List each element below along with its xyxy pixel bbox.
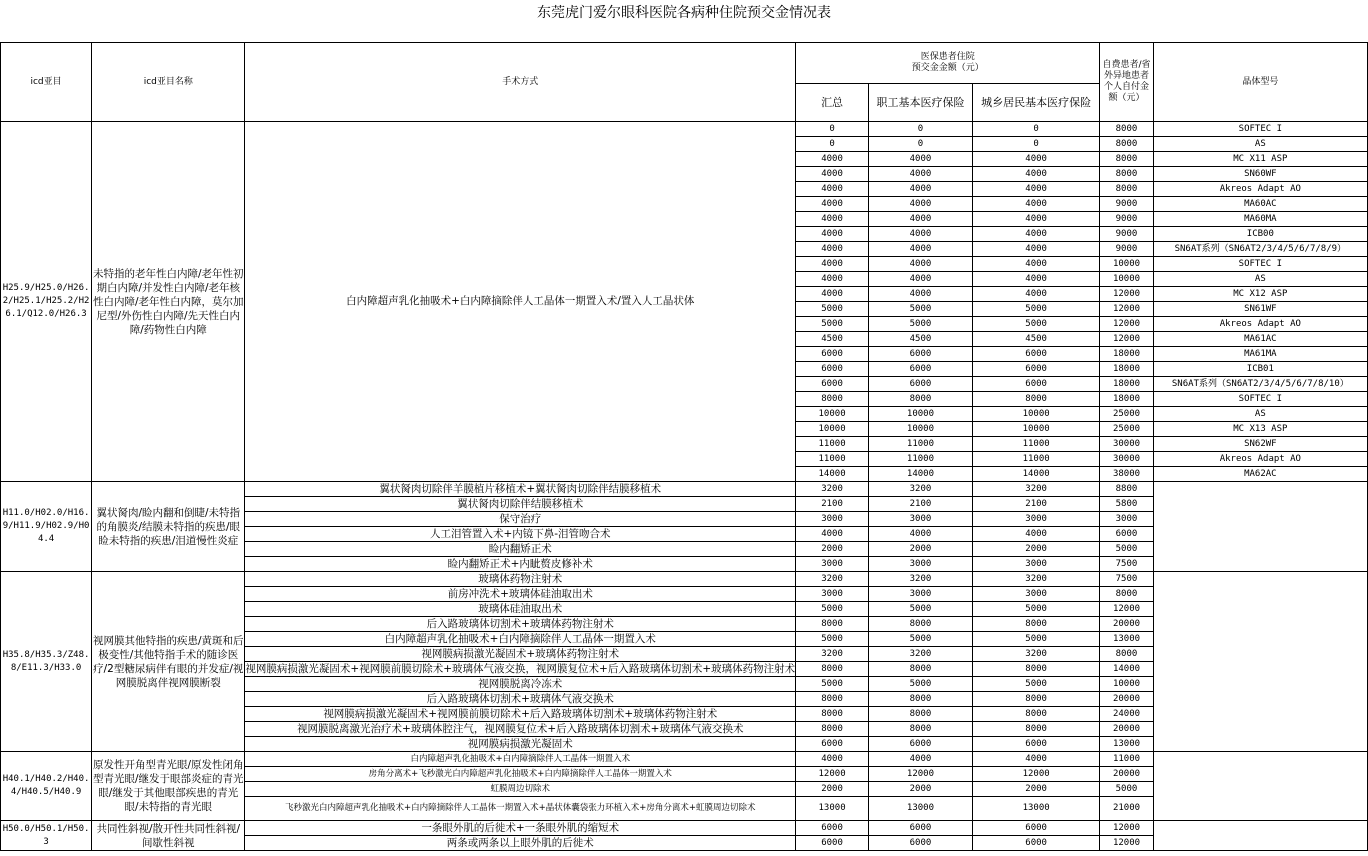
resident-insurance-cell: 3200	[972, 572, 1099, 587]
icd-code-cell: H40.1/H40.2/H40.4/H40.5/H40.9	[1, 752, 92, 821]
self-pay-cell: 12000	[1100, 287, 1153, 302]
resident-insurance-cell: 5000	[972, 677, 1099, 692]
total-amount-cell: 6000	[796, 377, 869, 392]
self-pay-cell: 8000	[1100, 152, 1153, 167]
surgery-cell: 白内障超声乳化抽吸术+白内障摘除伴人工晶体一期置入术/置入人工晶状体	[245, 122, 796, 482]
total-amount-cell: 11000	[796, 437, 869, 452]
surgery-cell: 飞秒激光白内障超声乳化抽吸术+白内障摘除伴人工晶体一期置入术+晶状体囊袋张力环植入术+房角分离术+虹膜周边切除术	[245, 797, 796, 821]
self-pay-cell: 20000	[1100, 767, 1153, 782]
resident-insurance-cell: 5000	[972, 632, 1099, 647]
employee-insurance-cell: 3200	[869, 647, 973, 662]
resident-insurance-cell: 4000	[972, 182, 1099, 197]
header-resident: 城乡居民基本医疗保险	[972, 84, 1099, 122]
total-amount-cell: 12000	[796, 767, 869, 782]
employee-insurance-cell: 10000	[869, 422, 973, 437]
total-amount-cell: 3200	[796, 647, 869, 662]
icd-code-cell: H50.0/H50.1/H50.3	[1, 821, 92, 851]
employee-insurance-cell: 12000	[869, 767, 973, 782]
surgery-cell: 白内障超声乳化抽吸术+白内障摘除伴人工晶体一期置入术	[245, 632, 796, 647]
self-pay-cell: 24000	[1100, 707, 1153, 722]
self-pay-cell: 12000	[1100, 821, 1153, 836]
employee-insurance-cell: 4000	[869, 527, 973, 542]
resident-insurance-cell: 4000	[972, 527, 1099, 542]
lens-model-cell: MA60MA	[1153, 212, 1367, 227]
total-amount-cell: 4000	[796, 287, 869, 302]
employee-insurance-cell: 13000	[869, 797, 973, 821]
total-amount-cell: 8000	[796, 662, 869, 677]
resident-insurance-cell: 3000	[972, 587, 1099, 602]
self-pay-cell: 20000	[1100, 692, 1153, 707]
total-amount-cell: 6000	[796, 347, 869, 362]
total-amount-cell: 3000	[796, 512, 869, 527]
self-pay-cell: 10000	[1100, 677, 1153, 692]
self-pay-cell: 18000	[1100, 392, 1153, 407]
self-pay-cell: 11000	[1100, 752, 1153, 767]
employee-insurance-cell: 4000	[869, 197, 973, 212]
employee-insurance-cell: 5000	[869, 632, 973, 647]
self-pay-cell: 5800	[1100, 497, 1153, 512]
total-amount-cell: 2000	[796, 542, 869, 557]
employee-insurance-cell: 3000	[869, 587, 973, 602]
surgery-cell: 白内障超声乳化抽吸术+白内障摘除伴人工晶体一期置入术	[245, 752, 796, 767]
employee-insurance-cell: 8000	[869, 692, 973, 707]
resident-insurance-cell: 4000	[972, 152, 1099, 167]
self-pay-cell: 5000	[1100, 542, 1153, 557]
total-amount-cell: 4000	[796, 272, 869, 287]
self-pay-cell: 14000	[1100, 662, 1153, 677]
employee-insurance-cell: 6000	[869, 821, 973, 836]
resident-insurance-cell: 0	[972, 122, 1099, 137]
self-pay-cell: 38000	[1100, 467, 1153, 482]
employee-insurance-cell: 2100	[869, 497, 973, 512]
lens-model-cell: MC X13 ASP	[1153, 422, 1367, 437]
resident-insurance-cell: 5000	[972, 317, 1099, 332]
total-amount-cell: 6000	[796, 737, 869, 752]
total-amount-cell: 6000	[796, 362, 869, 377]
self-pay-cell: 8000	[1100, 137, 1153, 152]
table-row	[1, 821, 1368, 836]
employee-insurance-cell: 2000	[869, 782, 973, 797]
total-amount-cell: 4500	[796, 332, 869, 347]
total-amount-cell: 11000	[796, 452, 869, 467]
surgery-cell: 视网膜病损激光凝固术	[245, 737, 796, 752]
employee-insurance-cell: 4000	[869, 752, 973, 767]
surgery-cell: 人工泪管置入术+内镜下鼻-泪管吻合术	[245, 527, 796, 542]
header-icd-name: icd亚目名称	[92, 43, 245, 122]
icd-name-cell: 原发性开角型青光眼/原发性闭角型青光眼/继发于眼部炎症的青光眼/继发于其他眼部疾患的青光眼/未特指的青光眼	[92, 752, 245, 821]
lens-model-cell: MA61AC	[1153, 332, 1367, 347]
self-pay-cell: 30000	[1100, 452, 1153, 467]
icd-code-cell: H35.8/H35.3/Z48.8/E11.3/H33.0	[1, 572, 92, 752]
self-pay-cell: 20000	[1100, 722, 1153, 737]
lens-model-cell	[1153, 482, 1367, 572]
total-amount-cell: 4000	[796, 752, 869, 767]
icd-name-cell: 翼状胬肉/睑内翻和倒睫/未特指的角膜炎/结膜未特指的疾患/眼睑未特指的疾患/泪道慢性炎症	[92, 482, 245, 572]
resident-insurance-cell: 4000	[972, 227, 1099, 242]
resident-insurance-cell: 5000	[972, 302, 1099, 317]
resident-insurance-cell: 8000	[972, 692, 1099, 707]
employee-insurance-cell: 6000	[869, 377, 973, 392]
lens-model-cell	[1153, 752, 1367, 821]
employee-insurance-cell: 11000	[869, 452, 973, 467]
total-amount-cell: 0	[796, 137, 869, 152]
lens-model-cell: SN61WF	[1153, 302, 1367, 317]
employee-insurance-cell: 8000	[869, 662, 973, 677]
resident-insurance-cell: 4000	[972, 257, 1099, 272]
prepayment-table	[0, 42, 1368, 851]
resident-insurance-cell: 3200	[972, 482, 1099, 497]
lens-model-cell: Akreos Adapt AO	[1153, 182, 1367, 197]
total-amount-cell: 13000	[796, 797, 869, 821]
surgery-cell: 视网膜脱离激光治疗术+玻璃体腔注气，视网膜复位术+后入路玻璃体切割术+玻璃体气液交换术	[245, 722, 796, 737]
employee-insurance-cell: 6000	[869, 347, 973, 362]
lens-model-cell: MA61MA	[1153, 347, 1367, 362]
lens-model-cell: Akreos Adapt AO	[1153, 317, 1367, 332]
lens-model-cell: SN6AT系列（SN6AT2/3/4/5/6/7/8/10）	[1153, 377, 1367, 392]
total-amount-cell: 8000	[796, 392, 869, 407]
surgery-cell: 前房冲洗术+玻璃体硅油取出术	[245, 587, 796, 602]
self-pay-cell: 8000	[1100, 587, 1153, 602]
self-pay-cell: 8800	[1100, 482, 1153, 497]
resident-insurance-cell: 6000	[972, 362, 1099, 377]
resident-insurance-cell: 4500	[972, 332, 1099, 347]
employee-insurance-cell: 14000	[869, 467, 973, 482]
total-amount-cell: 4000	[796, 197, 869, 212]
sheet-title: 东莞虎门爱尔眼科医院各病种住院预交金情况表	[537, 5, 831, 21]
surgery-cell: 视网膜病损激光凝固术+玻璃体药物注射术	[245, 647, 796, 662]
icd-name-cell: 视网膜其他特指的疾患/黄斑和后极变性/其他特指手术的随诊医疗/2型糖尿病伴有眼的并发症/视网膜脱离伴视网膜断裂	[92, 572, 245, 752]
icd-code-cell: H25.9/H25.0/H26.2/H25.1/H25.2/H26.1/Q12.0/H26.3	[1, 122, 92, 482]
total-amount-cell: 6000	[796, 836, 869, 851]
employee-insurance-cell: 11000	[869, 437, 973, 452]
self-pay-cell: 8000	[1100, 647, 1153, 662]
lens-model-cell: AS	[1153, 137, 1367, 152]
employee-insurance-cell: 8000	[869, 617, 973, 632]
self-pay-cell: 9000	[1100, 197, 1153, 212]
total-amount-cell: 4000	[796, 227, 869, 242]
surgery-cell: 两条或两条以上眼外肌的后徙术	[245, 836, 796, 851]
resident-insurance-cell: 10000	[972, 407, 1099, 422]
lens-model-cell: SOFTEC I	[1153, 122, 1367, 137]
surgery-cell: 翼状胬肉切除伴结膜移植术	[245, 497, 796, 512]
lens-model-cell: MC X12 ASP	[1153, 287, 1367, 302]
resident-insurance-cell: 8000	[972, 617, 1099, 632]
surgery-cell: 保守治疗	[245, 512, 796, 527]
resident-insurance-cell: 2000	[972, 542, 1099, 557]
employee-insurance-cell: 4000	[869, 227, 973, 242]
employee-insurance-cell: 5000	[869, 602, 973, 617]
employee-insurance-cell: 8000	[869, 707, 973, 722]
self-pay-cell: 10000	[1100, 257, 1153, 272]
header-total: 汇总	[796, 84, 869, 122]
header-employee: 职工基本医疗保险	[869, 84, 973, 122]
employee-insurance-cell: 4000	[869, 167, 973, 182]
self-pay-cell: 18000	[1100, 347, 1153, 362]
total-amount-cell: 3000	[796, 587, 869, 602]
total-amount-cell: 4000	[796, 257, 869, 272]
resident-insurance-cell: 2100	[972, 497, 1099, 512]
total-amount-cell: 2000	[796, 782, 869, 797]
lens-model-cell: SOFTEC I	[1153, 392, 1367, 407]
total-amount-cell: 2100	[796, 497, 869, 512]
lens-model-cell: Akreos Adapt AO	[1153, 452, 1367, 467]
self-pay-cell: 13000	[1100, 737, 1153, 752]
self-pay-cell: 8000	[1100, 167, 1153, 182]
resident-insurance-cell: 2000	[972, 782, 1099, 797]
self-pay-cell: 25000	[1100, 422, 1153, 437]
resident-insurance-cell: 6000	[972, 377, 1099, 392]
surgery-cell: 睑内翻矫正术+内眦赘皮修补术	[245, 557, 796, 572]
resident-insurance-cell: 8000	[972, 392, 1099, 407]
self-pay-cell: 3000	[1100, 512, 1153, 527]
lens-model-cell: SN6AT系列（SN6AT2/3/4/5/6/7/8/9）	[1153, 242, 1367, 257]
total-amount-cell: 5000	[796, 677, 869, 692]
total-amount-cell: 3200	[796, 482, 869, 497]
self-pay-cell: 9000	[1100, 212, 1153, 227]
lens-model-cell: ICB01	[1153, 362, 1367, 377]
self-pay-cell: 9000	[1100, 227, 1153, 242]
employee-insurance-cell: 4000	[869, 152, 973, 167]
icd-name-cell: 未特指的老年性白内障/老年性初期白内障/并发性白内障/老年核性白内障/老年性白内障，莫尔加尼型/外伤性白内障/先天性白内障/药物性白内障	[92, 122, 245, 482]
employee-insurance-cell: 5000	[869, 302, 973, 317]
surgery-cell: 翼状胬肉切除伴羊膜植片移植术+翼状胬肉切除伴结膜移植术	[245, 482, 796, 497]
employee-insurance-cell: 8000	[869, 392, 973, 407]
self-pay-cell: 8000	[1100, 182, 1153, 197]
employee-insurance-cell: 10000	[869, 407, 973, 422]
total-amount-cell: 5000	[796, 317, 869, 332]
resident-insurance-cell: 8000	[972, 707, 1099, 722]
resident-insurance-cell: 4000	[972, 752, 1099, 767]
employee-insurance-cell: 6000	[869, 362, 973, 377]
total-amount-cell: 5000	[796, 302, 869, 317]
employee-insurance-cell: 0	[869, 122, 973, 137]
lens-model-cell: AS	[1153, 272, 1367, 287]
header-icd: icd亚目	[1, 43, 92, 122]
employee-insurance-cell: 4000	[869, 257, 973, 272]
surgery-cell: 睑内翻矫正术	[245, 542, 796, 557]
table-body	[1, 122, 1368, 851]
total-amount-cell: 5000	[796, 632, 869, 647]
header-self-pay: 自费患者/省外异地患者个人自付金额（元）	[1100, 43, 1153, 122]
table-row	[1, 122, 1368, 137]
self-pay-cell: 12000	[1100, 317, 1153, 332]
surgery-cell: 后入路玻璃体切割术+玻璃体气液交换术	[245, 692, 796, 707]
total-amount-cell: 4000	[796, 167, 869, 182]
total-amount-cell: 8000	[796, 707, 869, 722]
self-pay-cell: 18000	[1100, 377, 1153, 392]
lens-model-cell: SOFTEC I	[1153, 257, 1367, 272]
resident-insurance-cell: 4000	[972, 272, 1099, 287]
surgery-cell: 视网膜病损激光凝固术+视网膜前膜切除术+后入路玻璃体切割术+玻璃体药物注射术	[245, 707, 796, 722]
header-lens: 晶体型号	[1153, 43, 1367, 122]
total-amount-cell: 8000	[796, 692, 869, 707]
total-amount-cell: 4000	[796, 182, 869, 197]
employee-insurance-cell: 4000	[869, 212, 973, 227]
resident-insurance-cell: 4000	[972, 242, 1099, 257]
header-insured-group: 医保患者住院 预交金金额（元）	[796, 43, 1100, 84]
resident-insurance-cell: 3000	[972, 557, 1099, 572]
total-amount-cell: 10000	[796, 407, 869, 422]
lens-model-cell: AS	[1153, 407, 1367, 422]
resident-insurance-cell: 4000	[972, 212, 1099, 227]
resident-insurance-cell: 0	[972, 137, 1099, 152]
header-surgery: 手术方式	[245, 43, 796, 122]
resident-insurance-cell: 8000	[972, 662, 1099, 677]
employee-insurance-cell: 4000	[869, 272, 973, 287]
lens-model-cell: MC X11 ASP	[1153, 152, 1367, 167]
self-pay-cell: 20000	[1100, 617, 1153, 632]
lens-model-cell: SN60WF	[1153, 167, 1367, 182]
resident-insurance-cell: 5000	[972, 602, 1099, 617]
self-pay-cell: 12000	[1100, 602, 1153, 617]
total-amount-cell: 14000	[796, 467, 869, 482]
employee-insurance-cell: 6000	[869, 737, 973, 752]
lens-model-cell: SN62WF	[1153, 437, 1367, 452]
resident-insurance-cell: 13000	[972, 797, 1099, 821]
icd-code-cell: H11.0/H02.0/H16.9/H11.9/H02.9/H04.4	[1, 482, 92, 572]
resident-insurance-cell: 6000	[972, 821, 1099, 836]
self-pay-cell: 25000	[1100, 407, 1153, 422]
resident-insurance-cell: 10000	[972, 422, 1099, 437]
employee-insurance-cell: 4000	[869, 182, 973, 197]
self-pay-cell: 12000	[1100, 836, 1153, 851]
lens-model-cell: MA60AC	[1153, 197, 1367, 212]
employee-insurance-cell: 8000	[869, 722, 973, 737]
employee-insurance-cell: 3000	[869, 512, 973, 527]
lens-model-cell	[1153, 572, 1367, 752]
self-pay-cell: 8000	[1100, 122, 1153, 137]
resident-insurance-cell: 4000	[972, 167, 1099, 182]
resident-insurance-cell: 11000	[972, 437, 1099, 452]
table-row	[1, 482, 1368, 497]
resident-insurance-cell: 4000	[972, 287, 1099, 302]
surgery-cell: 房角分离术+飞秒激光白内障超声乳化抽吸术+白内障摘除伴人工晶体一期置入术	[245, 767, 796, 782]
employee-insurance-cell: 4500	[869, 332, 973, 347]
lens-model-cell: ICB00	[1153, 227, 1367, 242]
resident-insurance-cell: 6000	[972, 836, 1099, 851]
self-pay-cell: 7500	[1100, 572, 1153, 587]
employee-insurance-cell: 3200	[869, 482, 973, 497]
employee-insurance-cell: 6000	[869, 836, 973, 851]
total-amount-cell: 3200	[796, 572, 869, 587]
self-pay-cell: 30000	[1100, 437, 1153, 452]
surgery-cell: 一条眼外肌的后徙术+一条眼外肌的缩短术	[245, 821, 796, 836]
surgery-cell: 玻璃体硅油取出术	[245, 602, 796, 617]
employee-insurance-cell: 4000	[869, 242, 973, 257]
self-pay-cell: 5000	[1100, 782, 1153, 797]
total-amount-cell: 4000	[796, 242, 869, 257]
resident-insurance-cell: 11000	[972, 452, 1099, 467]
total-amount-cell: 6000	[796, 821, 869, 836]
resident-insurance-cell: 14000	[972, 467, 1099, 482]
resident-insurance-cell: 3000	[972, 512, 1099, 527]
self-pay-cell: 7500	[1100, 557, 1153, 572]
total-amount-cell: 4000	[796, 152, 869, 167]
lens-model-cell	[1153, 821, 1367, 851]
resident-insurance-cell: 8000	[972, 722, 1099, 737]
self-pay-cell: 12000	[1100, 332, 1153, 347]
employee-insurance-cell: 3000	[869, 557, 973, 572]
total-amount-cell: 10000	[796, 422, 869, 437]
resident-insurance-cell: 6000	[972, 347, 1099, 362]
resident-insurance-cell: 4000	[972, 197, 1099, 212]
lens-model-cell: MA62AC	[1153, 467, 1367, 482]
table-row	[1, 572, 1368, 587]
surgery-cell: 虹膜周边切除术	[245, 782, 796, 797]
employee-insurance-cell: 2000	[869, 542, 973, 557]
total-amount-cell: 3000	[796, 557, 869, 572]
resident-insurance-cell: 12000	[972, 767, 1099, 782]
total-amount-cell: 4000	[796, 527, 869, 542]
surgery-cell: 视网膜病损激光凝固术+视网膜前膜切除术+玻璃体气液交换，视网膜复位术+后入路玻璃体切割术+玻璃体药物注射术	[245, 662, 796, 675]
surgery-cell: 视网膜脱离冷冻术	[245, 677, 796, 692]
self-pay-cell: 10000	[1100, 272, 1153, 287]
total-amount-cell: 4000	[796, 212, 869, 227]
resident-insurance-cell: 6000	[972, 737, 1099, 752]
total-amount-cell: 5000	[796, 602, 869, 617]
employee-insurance-cell: 3200	[869, 572, 973, 587]
self-pay-cell: 13000	[1100, 632, 1153, 647]
table-row	[1, 752, 1368, 767]
self-pay-cell: 21000	[1100, 797, 1153, 821]
resident-insurance-cell: 3200	[972, 647, 1099, 662]
employee-insurance-cell: 0	[869, 137, 973, 152]
total-amount-cell: 8000	[796, 617, 869, 632]
employee-insurance-cell: 4000	[869, 287, 973, 302]
employee-insurance-cell: 5000	[869, 317, 973, 332]
icd-name-cell: 共同性斜视/散开性共同性斜视/间歇性斜视	[92, 821, 245, 851]
self-pay-cell: 9000	[1100, 242, 1153, 257]
self-pay-cell: 6000	[1100, 527, 1153, 542]
total-amount-cell: 0	[796, 122, 869, 137]
self-pay-cell: 18000	[1100, 362, 1153, 377]
self-pay-cell: 12000	[1100, 302, 1153, 317]
surgery-cell: 玻璃体药物注射术	[245, 572, 796, 587]
total-amount-cell: 8000	[796, 722, 869, 737]
employee-insurance-cell: 5000	[869, 677, 973, 692]
surgery-cell: 后入路玻璃体切割术+玻璃体药物注射术	[245, 617, 796, 632]
